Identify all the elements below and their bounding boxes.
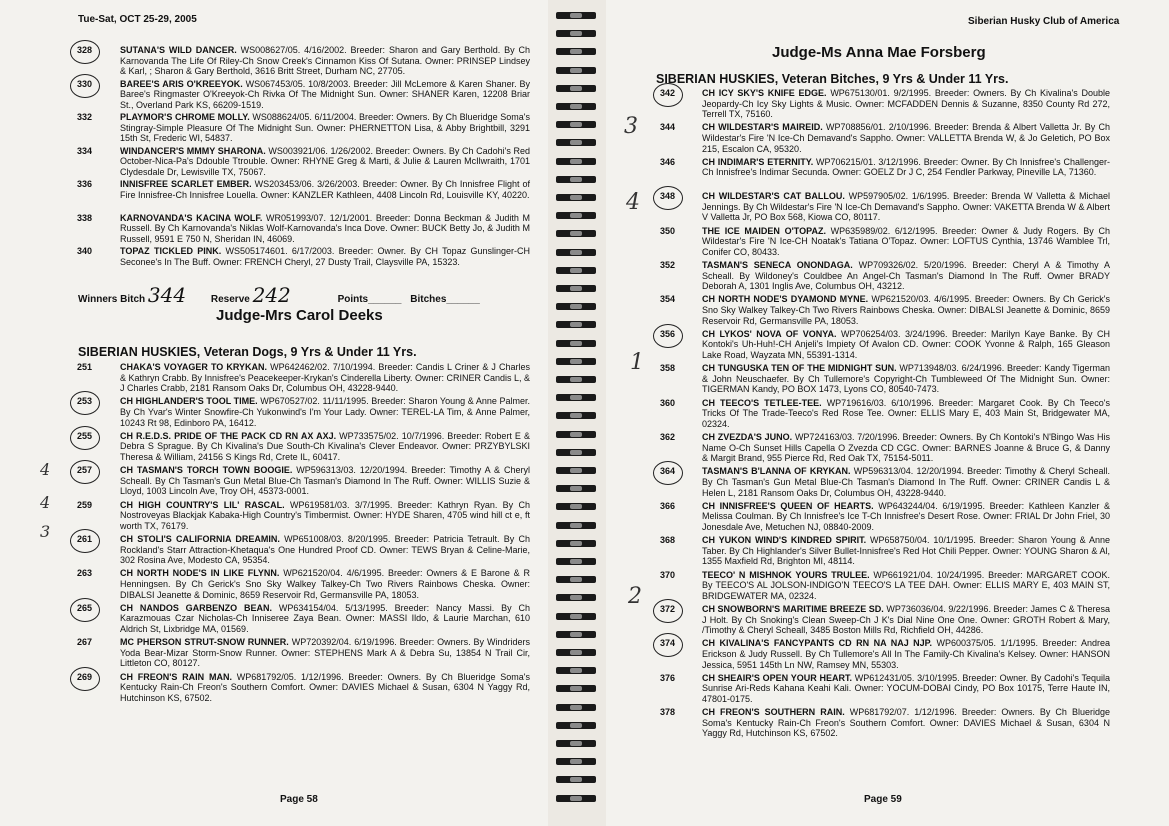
entry-details: WP670527/02. 11/11/1995. Breeder: Sharon Young & Anne Palmer. By Ch Yvar's Winter Snowfire-Ch Yukonwind's I'm Your Lady. Owner: TEREL-LA Tim, & Anne Palmer, 10243 Rt 98, Edinboro PA, 16412. — [120, 396, 530, 428]
entry-details: WP619581/03. 3/7/1995. Breeder: Kathryn Ryan. By Ch Nostroveyas Blackjak Kabaka-High Country's Timbermist. Owner: HYDE Sharen, 4705 wind hill ct e, ft worth TX, 76179. — [120, 499, 530, 531]
judge-title-right: Judge-Ms Anna Mae Forsberg — [772, 44, 986, 61]
binding-ring — [556, 267, 596, 274]
binding-ring — [556, 158, 596, 165]
entry-text — [120, 246, 530, 267]
entry-text — [120, 396, 530, 428]
entry-details: WP596313/04. 12/20/1994. Breeder: Timothy & Cheryl Scheall. By Ch Tasman's Gun Metal Blue-Ch Tasman's Diamond In The Ruff. Owner: CRINER Candis L & Helen L, 2181 Ransom Oaks Dr, Columbus OH, 43228-9440. — [702, 466, 1110, 498]
class-title-left: SIBERIAN HUSKIES, Veteran Dogs, 9 Yrs & Under 11 Yrs. — [78, 345, 417, 359]
binding-ring — [556, 594, 596, 601]
binding-ring — [556, 176, 596, 183]
entry-dog-name: CH HIGH COUNTRY'S LIL' RASCAL. — [120, 499, 285, 510]
awards-line: Winners Bitch 344 Reserve 242 Points______ Bitches______ — [78, 283, 480, 307]
binding-ring — [556, 467, 596, 474]
entry-number: 346 — [660, 156, 676, 167]
class-title-right: SIBERIAN HUSKIES, Veteran Bitches, 9 Yrs & Under 11 Yrs. — [656, 72, 1009, 86]
entry-details: WP719616/03. 6/10/1996. Breeder: Margaret Cook. By Ch Teeco's Tricks Of The Trade-Teeco's Red Rose Tee. Owner: ELLIS Mary E, 403 Main St, Bridgewater MA, 02324. — [702, 397, 1110, 429]
entry-dog-name: CH NORTH NODE'S IN LIKE FLYNN. — [120, 568, 280, 579]
right-page — [606, 0, 1169, 826]
entry-text — [702, 638, 1110, 670]
spiral-binding — [548, 0, 606, 826]
entry-number: 348 — [660, 191, 676, 202]
entry-text — [702, 122, 1110, 154]
entry-details: WP706254/03. 3/24/1996. Breeder: Marilyn Kaye Banke. By CH Kontoki's Uh-Huh!-CH Anjeli's Impiety Of Avalon CD. Owner: COOK Yvonne & Ralph, 165 Gleason Lake Road, Wayzata MN, 55391-1314. — [702, 328, 1110, 360]
entry-text — [702, 363, 1110, 395]
header-club: Siberian Husky Club of America — [968, 16, 1120, 27]
entry-text — [120, 431, 530, 463]
entry-dog-name: SUTANA'S WILD DANCER. — [120, 45, 237, 55]
page-number-right: Page 59 — [864, 794, 902, 805]
entry-dog-name: CH NANDOS GARBENZO BEAN. — [120, 602, 273, 613]
entry-text — [702, 329, 1110, 361]
entry-details: WP642462/02. 7/10/1994. Breeder: Candis L Criner & J Charles & Kathryn Crabb. By Innisfree's Peacekeeper-Krykan's Cinderella Liberty. Owner: CRINER Candis L, & J Charles Crabb, 2181 Ransom Oaks Dr, Columbus OH, 43228-9440. — [120, 362, 530, 394]
entry-details: WP681792/05. 1/12/1996. Breeder: Owners. By Ch Blueridge Soma's Kentucky Rain-Ch Freon's Southern Comfort. Owner: DAVIES Michael & Susan, 6304 N Yaggy Rd, Hutchinson KS, 67502. — [120, 671, 530, 703]
entry-text — [702, 535, 1110, 567]
entry-number: 372 — [660, 604, 676, 614]
binding-ring — [556, 758, 596, 765]
entry-details: WP708856/01. 2/10/1996. Breeder: Brenda & Albert Valletta Jr. By Ch Wildestar's Fire 'N Ice-Ch Demavand's Sappho. Owner: VALLETTA Brenda W, & Jo Geletich, PO Box 215, Escalon CA, 95320. — [702, 122, 1110, 154]
binding-ring — [556, 85, 596, 92]
entry-details: WP634154/04. 5/13/1995. Breeder: Nancy Massi. By Ch Karazmouas Czar Nicholas-Ch Inniseree Zaya Bean. Owner: MASSI Ildo, & Laurie Marchan, 610 Aldrich St, Lixbridge MA, 01569. — [120, 602, 530, 634]
entry-dog-name: CH TEECO'S TETLEE-TEE. — [702, 397, 822, 408]
binding-ring — [556, 795, 596, 802]
entry-details: WP600375/05. 1/1/1995. Breeder: Andrea Erickson & Judy Russell. By Ch Tullemore's All In The Family-Ch Kivalina's Kelsey. Owner: HANSON Jessica, 5951 145th Ln NW, Ramsey MN, 55303. — [702, 638, 1110, 670]
entry-dog-name: CH NORTH NODE'S DYAMOND MYNE. — [702, 294, 869, 305]
entry-details: WP635989/02. 6/12/1995. Breeder: Owner & Judy Rogers. By Ch Wildestar's Fire 'N Ice-CH Noatak's Tatiana O'Topaz. Owner: LOFTUS Cynthia, 13746 Wamblee Trl, Conifer CO, 80433. — [702, 225, 1110, 257]
entry-dog-name: CH TUNGUSKA TEN OF THE MIDNIGHT SUN. — [702, 363, 897, 374]
entry-number: 344 — [660, 122, 676, 133]
entry-details: WS203453/06. 3/26/2003. Breeder: Owner. By Ch Innisfree Flight of Fire Innisfree-Ch Innisfree Louella. Owner: KANZLER Kathleen, 4408 Lincoln Rd, Louisville KY, 40220. — [120, 179, 530, 200]
hand-mark: 2 — [628, 584, 642, 609]
entry-dog-name: CH ZVEZDA'S JUNO. — [702, 432, 793, 442]
entry-details: WP706215/01. 3/12/1996. Breeder: Owner. By Ch Innisfree's Challenger-Ch Innisfree's Indimar Secunda. Owner: GOELZ Dr J C, 254 Fendler Parkway, Pineville LA, 71360. — [702, 156, 1110, 178]
entry-dog-name: CHAKA'S VOYAGER TO KRYKAN. — [120, 362, 268, 372]
binding-ring — [556, 704, 596, 711]
binding-ring — [556, 358, 596, 365]
entry-details: WP720392/04. 6/19/1996. Breeder: Owners. By Windriders Yoda Bear-Mizar Storm-Snow Runner. Owner: STEPHENS Mark A & Debra Su, 13854 N Trail Cir, Littleton CO, 80127. — [120, 637, 530, 669]
entry-details: WP713948/03. 6/24/1996. Breeder: Kandy Tigerman & John Neuschaefer. By Ch Tullemore's Copyright-Ch Tumbleweed Of The Midnight Sun. Owner: TIGERMAN Kandy, PO BOX 1473, Lyons CO, 80540-7473. — [702, 363, 1110, 395]
entry-number: 332 — [77, 112, 93, 122]
entry-dog-name: TASMAN'S SENECA ONONDAGA. — [702, 260, 853, 270]
header-date: Tue-Sat, OCT 25-29, 2005 — [78, 14, 197, 25]
entry-text — [120, 465, 530, 497]
entry-details: WS008627/05. 4/16/2002. Breeder: Sharon and Gary Berthold. By Ch Karnovanda The Life Of Riley-Ch Snow Creek's Cinnamon Kiss Of Sutana. Owner: PRINSEP Lindsey & Karl, ; Sharon & Gary Berthold, 3616 Britt Street, Durham NC, 27705. — [120, 45, 530, 77]
binding-ring — [556, 121, 596, 128]
binding-ring — [556, 321, 596, 328]
winners-value: 344 — [147, 283, 187, 307]
reserve-value: 242 — [252, 283, 291, 307]
entry-number: 360 — [660, 397, 676, 408]
entry-details: WP661921/04. 10/24/1995. Breeder: MARGARET COOK. By TEECO'S AL JOLSON-INDIGO'N TEECO'S LA TEE DAH. Owner: ELLIS MARY E, 403 MAIN ST, BRIDGEWATER MA, 02324. — [702, 569, 1110, 601]
entry-number: 354 — [660, 294, 676, 305]
binding-ring — [556, 722, 596, 729]
binding-ring — [556, 212, 596, 219]
entry-dog-name: CH FREON'S RAIN MAN. — [120, 671, 232, 682]
entry-number: 358 — [660, 363, 676, 374]
entry-dog-name: CH SHEAIR'S OPEN YOUR HEART. — [702, 672, 853, 683]
binding-ring — [556, 667, 596, 674]
entry-text — [702, 501, 1110, 533]
entry-details: WP597905/02. 1/6/1995. Breeder: Brenda W Valletta & Michael Jennings. By Ch Wildestar's Fire 'N Ice-Ch Demavand's Sappho. Owner: VAKETTA Brenda W & Albert V Valletta Jr, PO Box 568, Kiowa CO, 80117. — [702, 191, 1110, 223]
entry-dog-name: CH WILDESTAR'S MAIREID. — [702, 122, 823, 133]
entry-details: WS505174601. 6/17/2003. Breeder: Owner. By CH Topaz Gunslinger-CH Seconee's In The Buff. Owner: FRENCH Cheryl, 27 Dusty Trail, Claysville PA, 15323. — [120, 246, 530, 267]
entry-dog-name: MC PHERSON STRUT-SNOW RUNNER. — [120, 637, 289, 648]
left-page — [0, 0, 548, 826]
entry-dog-name: CH WILDESTAR'S CAT BALLOU. — [702, 191, 845, 202]
entry-text — [702, 466, 1110, 498]
entry-dog-name: CH TASMAN'S TORCH TOWN BOOGIE. — [120, 465, 293, 476]
entry-dog-name: CH INDIMAR'S ETERNITY. — [702, 156, 814, 167]
entry-text — [120, 213, 530, 245]
entry-text — [120, 534, 530, 566]
entry-number: 253 — [77, 396, 93, 407]
entry-text — [120, 672, 530, 704]
entry-details: WS003921/06. 1/26/2002. Breeder: Owners. By Ch Cadohi's Red October-Nica-Pa's Ddouble Ttrouble. Owner: RHYNE Greg & Marti, & Julie & Lauren McIlwraith, 1701 Clydesdale Dr, Lewisville TX, 75067. — [120, 145, 530, 177]
entry-number: 352 — [660, 260, 676, 270]
entry-text — [120, 603, 530, 635]
entry-number: 334 — [77, 145, 93, 156]
entry-details: WP736036/04. 9/22/1996. Breeder: James C & Theresa J Holt. By Ch Snoking's Clean Sweep-Ch J K's Dial Nine One One. Owner: GROTH Robert & Mary, /Timothy & Cheryl Scheall, 3485 Boston Mills Rd, Richfield OH, 44286. — [702, 604, 1110, 636]
entry-dog-name: THE ICE MAIDEN O'TOPAZ. — [702, 225, 826, 236]
entry-number: 364 — [660, 466, 676, 477]
entry-details: WP596313/03. 12/20/1994. Breeder: Timothy A & Cheryl Scheall. By Ch Tasman's Gun Metal Blue-Ch Tasman's Diamond In The Ruff. Owner: WILLIS Suzie & Lloyd, 1003 Lincoln Ave, Troy OH, 45373-0001. — [120, 465, 530, 497]
entry-dog-name: CH KIVALINA'S FANCYPANTS CD RN NA NAJ NJP. — [702, 638, 933, 649]
hand-mark: 4 — [40, 493, 51, 512]
entry-details: WP621520/03. 4/6/1995. Breeder: Owners. By Ch Gerick's Sno Sky Walkey Talkey-Ch Two Rivers Rainbows Cheska. Owner: DIBALSI Jeanette & Dominic, 8659 Reservoir Rd, Germansville PA, 18053. — [702, 294, 1110, 326]
entry-number: 366 — [660, 500, 676, 511]
binding-ring — [556, 485, 596, 492]
entry-dog-name: TASMAN'S B'LANNA OF KRYKAN. — [702, 466, 851, 477]
binding-ring — [556, 558, 596, 565]
entry-dog-name: TEECO' N MISHNOK YOURS TRULEE. — [702, 569, 870, 580]
binding-ring — [556, 540, 596, 547]
entry-number: 265 — [77, 602, 93, 613]
binding-ring — [556, 340, 596, 347]
entry-number: 338 — [77, 212, 93, 223]
binding-ring — [556, 285, 596, 292]
entry-details: WP709326/02. 5/20/1996. Breeder: Cheryl A & Timothy A Scheall. By Wildoney's Couldbee An Angel-Ch Tasman's Diamond In The Ruff. Owner BRADY Deborah A, 1301 Inglis Ave, Columbus OH, 43212. — [702, 260, 1110, 292]
entry-number: 356 — [660, 328, 676, 339]
entry-details: WP733575/02. 10/7/1996. Breeder: Robert E & Debra S Sprague. By Ch Kivalina's Due South-Ch Kivalina's Clever Endeavor. Owner: PRZYBYLSKI Theresa & William, 24156 S Kings Rd, Crete IL, 60417. — [120, 430, 530, 462]
entry-number: 342 — [660, 88, 676, 98]
entry-number: 362 — [660, 432, 676, 442]
entry-text — [702, 707, 1110, 739]
binding-ring — [556, 431, 596, 438]
entry-number: 376 — [660, 672, 676, 683]
binding-ring — [556, 631, 596, 638]
entry-dog-name: INNISFREE SCARLET EMBER. — [120, 179, 252, 189]
entry-text — [120, 146, 530, 178]
page-number-left: Page 58 — [280, 794, 318, 805]
entry-details: WP612431/05. 3/10/1995. Breeder: Owner. By Cadohi's Tequila Sunrise Ari-Reds Kahana Keahi Kali. Owner: YOCUM-DOBAI Cindy, PO Box 10175, Terre Haute IN, 47801-0175. — [702, 672, 1111, 704]
entry-text — [120, 79, 530, 111]
entry-number: 370 — [660, 569, 676, 580]
entry-number: 261 — [77, 534, 93, 544]
entry-text — [120, 637, 530, 669]
entry-text — [702, 191, 1110, 223]
entry-details: WP621520/04. 4/6/1995. Breeder: Owners & E Barone & R Henningsen. By Ch Gerick's Sno Sky Walkey Talkey-Ch Two Rivers Rainbows Cheska. Owner: DIBALSI Jeanette & Dominic, 8659 Reservoir Rd, Germansville PA, 18053. — [120, 568, 530, 600]
binding-ring — [556, 230, 596, 237]
entry-text — [702, 398, 1110, 430]
entry-details: WP724163/03. 7/20/1996. Breeder: Owners. By Ch Kontoki's N'Bingo Was His Name O-Ch Sunset Hills Capella O Zvezda CD CGC. Owner: BARNES Joanne & Bruce G, & Danny & Margit Brand, 955 Pierce Rd, Red Oak TX, 75154-5011. — [702, 432, 1110, 464]
binding-ring — [556, 48, 596, 55]
entry-number: 340 — [77, 246, 93, 256]
binding-ring — [556, 376, 596, 383]
reserve-label: Reserve — [210, 294, 250, 305]
entry-text — [702, 226, 1110, 258]
entry-details: WS088624/05. 6/11/2004. Breeder: Owners. By Ch Blueridge Soma's Stingray-Simple Pleasure Of The Midnight Sun. Owner: PHERNETTON Lisa, & Abby Brightbill, 3291 15th St, Frederic WI, 54837. — [120, 112, 530, 144]
entry-dog-name: PLAYMOR'S CHROME MOLLY. — [120, 112, 250, 122]
bitches-label: Bitches — [410, 294, 447, 305]
entry-text — [702, 157, 1110, 178]
entry-number: 263 — [77, 568, 93, 579]
binding-ring — [556, 685, 596, 692]
entry-dog-name: BAREE'S ARIS O'KREEYOK. — [120, 78, 243, 89]
entry-details: WP675130/01. 9/2/1995. Breeder: Owners. By Ch Kivalina's Double Jeopardy-Ch Icy Sky Lights & Music. Owner: MCFADDEN Dennis & Suzanne, 8350 County Rd 272, Terrell TX, 75160. — [702, 88, 1110, 120]
entry-details: WP643244/04. 6/19/1995. Breeder: Kathleen Kanzler & Melissa Coulman. By Ch Innisfree's Ice T-Ch Innisfree's Desert Rose. Owner: FRIAL Dr John Friel, 30 Jonesdale Ave, Metuchen NJ, 08840-2009. — [702, 500, 1110, 532]
binding-ring — [556, 449, 596, 456]
entry-number: 368 — [660, 535, 676, 546]
entry-dog-name: KARNOVANDA'S KACINA WOLF. — [120, 212, 263, 223]
entry-text — [120, 568, 530, 600]
binding-ring — [556, 139, 596, 146]
binding-ring — [556, 522, 596, 529]
hand-mark: 4 — [40, 460, 51, 479]
entry-dog-name: CH STOLI'S CALIFORNIA DREAMIN. — [120, 534, 280, 544]
entry-text — [702, 260, 1110, 292]
entry-text — [702, 88, 1110, 120]
hand-mark: 3 — [40, 522, 51, 541]
entry-number: 267 — [77, 637, 93, 648]
hand-mark: 4 — [626, 190, 640, 215]
entry-text — [702, 294, 1110, 326]
entry-text — [120, 112, 530, 144]
binding-ring — [556, 303, 596, 310]
entry-number: 350 — [660, 225, 676, 236]
entry-text — [702, 432, 1110, 464]
entry-text — [702, 673, 1110, 705]
entry-text — [702, 570, 1110, 602]
entry-text — [120, 362, 530, 394]
entry-number: 251 — [77, 362, 93, 372]
winners-label: Winners Bitch — [78, 294, 146, 305]
entry-number: 328 — [77, 45, 93, 55]
binding-ring — [556, 67, 596, 74]
binding-ring — [556, 613, 596, 620]
entry-dog-name: CH R.E.D.S. PRIDE OF THE PACK CD RN AX AXJ. — [120, 430, 337, 441]
entry-number: 269 — [77, 671, 93, 682]
entry-number: 259 — [77, 499, 93, 510]
entry-details: WR051993/07. 12/1/2001. Breeder: Donna Beckman & Judith M Russell. By Ch Karnovanda's Niklas Wolf-Karnovanda's Inca Dove. Owner: BUCK Betty Jo, & Judith M Russell, 9591 E 750 N, Sheridan IN, 46069. — [120, 212, 530, 244]
entry-dog-name: CH YUKON WIND'S KINDRED SPIRIT. — [702, 535, 867, 546]
entry-text — [702, 604, 1110, 636]
binding-ring — [556, 503, 596, 510]
binding-ring — [556, 740, 596, 747]
entry-number: 330 — [77, 78, 93, 89]
entry-number: 374 — [660, 638, 676, 649]
binding-ring — [556, 194, 596, 201]
binding-ring — [556, 30, 596, 37]
binding-ring — [556, 249, 596, 256]
hand-mark: 3 — [624, 114, 638, 139]
entry-details: WP651008/03. 8/20/1995. Breeder: Patricia Tetrault. By Ch Rockland's Starr Attraction-Khetaqua's One Hundred Proof CD. Owner: TEWS Bryan & Celine-Marie, 302 Rosina Ave, Modesto CA, 95354. — [120, 534, 530, 566]
entry-details: WP681792/07. 1/12/1996. Breeder: Owners. By Ch Blueridge Soma's Kentucky Rain-Ch Freon's Southern Comfort. Owner: DAVIES Michael & Susan, 6304 N Yaggy Rd, Hutchinson KS, 67502. — [702, 707, 1110, 739]
entry-dog-name: CH INNISFREE'S QUEEN OF HEARTS. — [702, 500, 874, 511]
entry-text — [120, 500, 530, 532]
hand-mark: 1 — [630, 350, 644, 375]
entry-dog-name: CH LYKOS' NOVA OF VONYA. — [702, 328, 837, 339]
entry-text — [120, 179, 530, 200]
entry-text — [120, 45, 530, 77]
binding-ring — [556, 576, 596, 583]
binding-ring — [556, 412, 596, 419]
entry-dog-name: CH ICY SKY'S KNIFE EDGE. — [702, 88, 827, 98]
binding-ring — [556, 394, 596, 401]
entry-dog-name: CH HIGHLANDER'S TOOL TIME. — [120, 396, 258, 407]
judge-title-left: Judge-Mrs Carol Deeks — [216, 307, 383, 324]
entry-details: WS067453/05. 10/8/2003. Breeder: Jill McLemore & Karen Shaner. By Baree's Ringmaster O'Kreeyok-Ch Rivka Of The Midnight Sun. Owner: SHANER Karen, 12208 Briar St., Overland Park KS, 66209-1519. — [120, 78, 530, 110]
binding-ring — [556, 103, 596, 110]
entry-details: WP658750/04. 10/1/1995. Breeder: Sharon Young & Anne Taber. By Ch Highlander's Silver Bullet-Innisfree's Red Hot Chili Pepper. Owner: YOUNG Sharon & Al, 1355 Maxfield Rd, Brighton MI, 48114. — [702, 535, 1110, 567]
entry-dog-name: CH SNOWBORN'S MARITIME BREEZE SD. — [702, 604, 884, 614]
entry-number: 336 — [77, 179, 93, 189]
entry-number: 257 — [77, 465, 93, 476]
entry-number: 378 — [660, 707, 676, 718]
binding-ring — [556, 649, 596, 656]
binding-ring — [556, 776, 596, 783]
points-label: Points — [337, 294, 369, 305]
entry-dog-name: TOPAZ TICKLED PINK. — [120, 246, 222, 256]
entry-dog-name: CH FREON'S SOUTHERN RAIN. — [702, 707, 845, 718]
entry-dog-name: WINDANCER'S MMMY SHARONA. — [120, 145, 266, 156]
binding-ring — [556, 12, 596, 19]
entry-number: 255 — [77, 430, 93, 441]
